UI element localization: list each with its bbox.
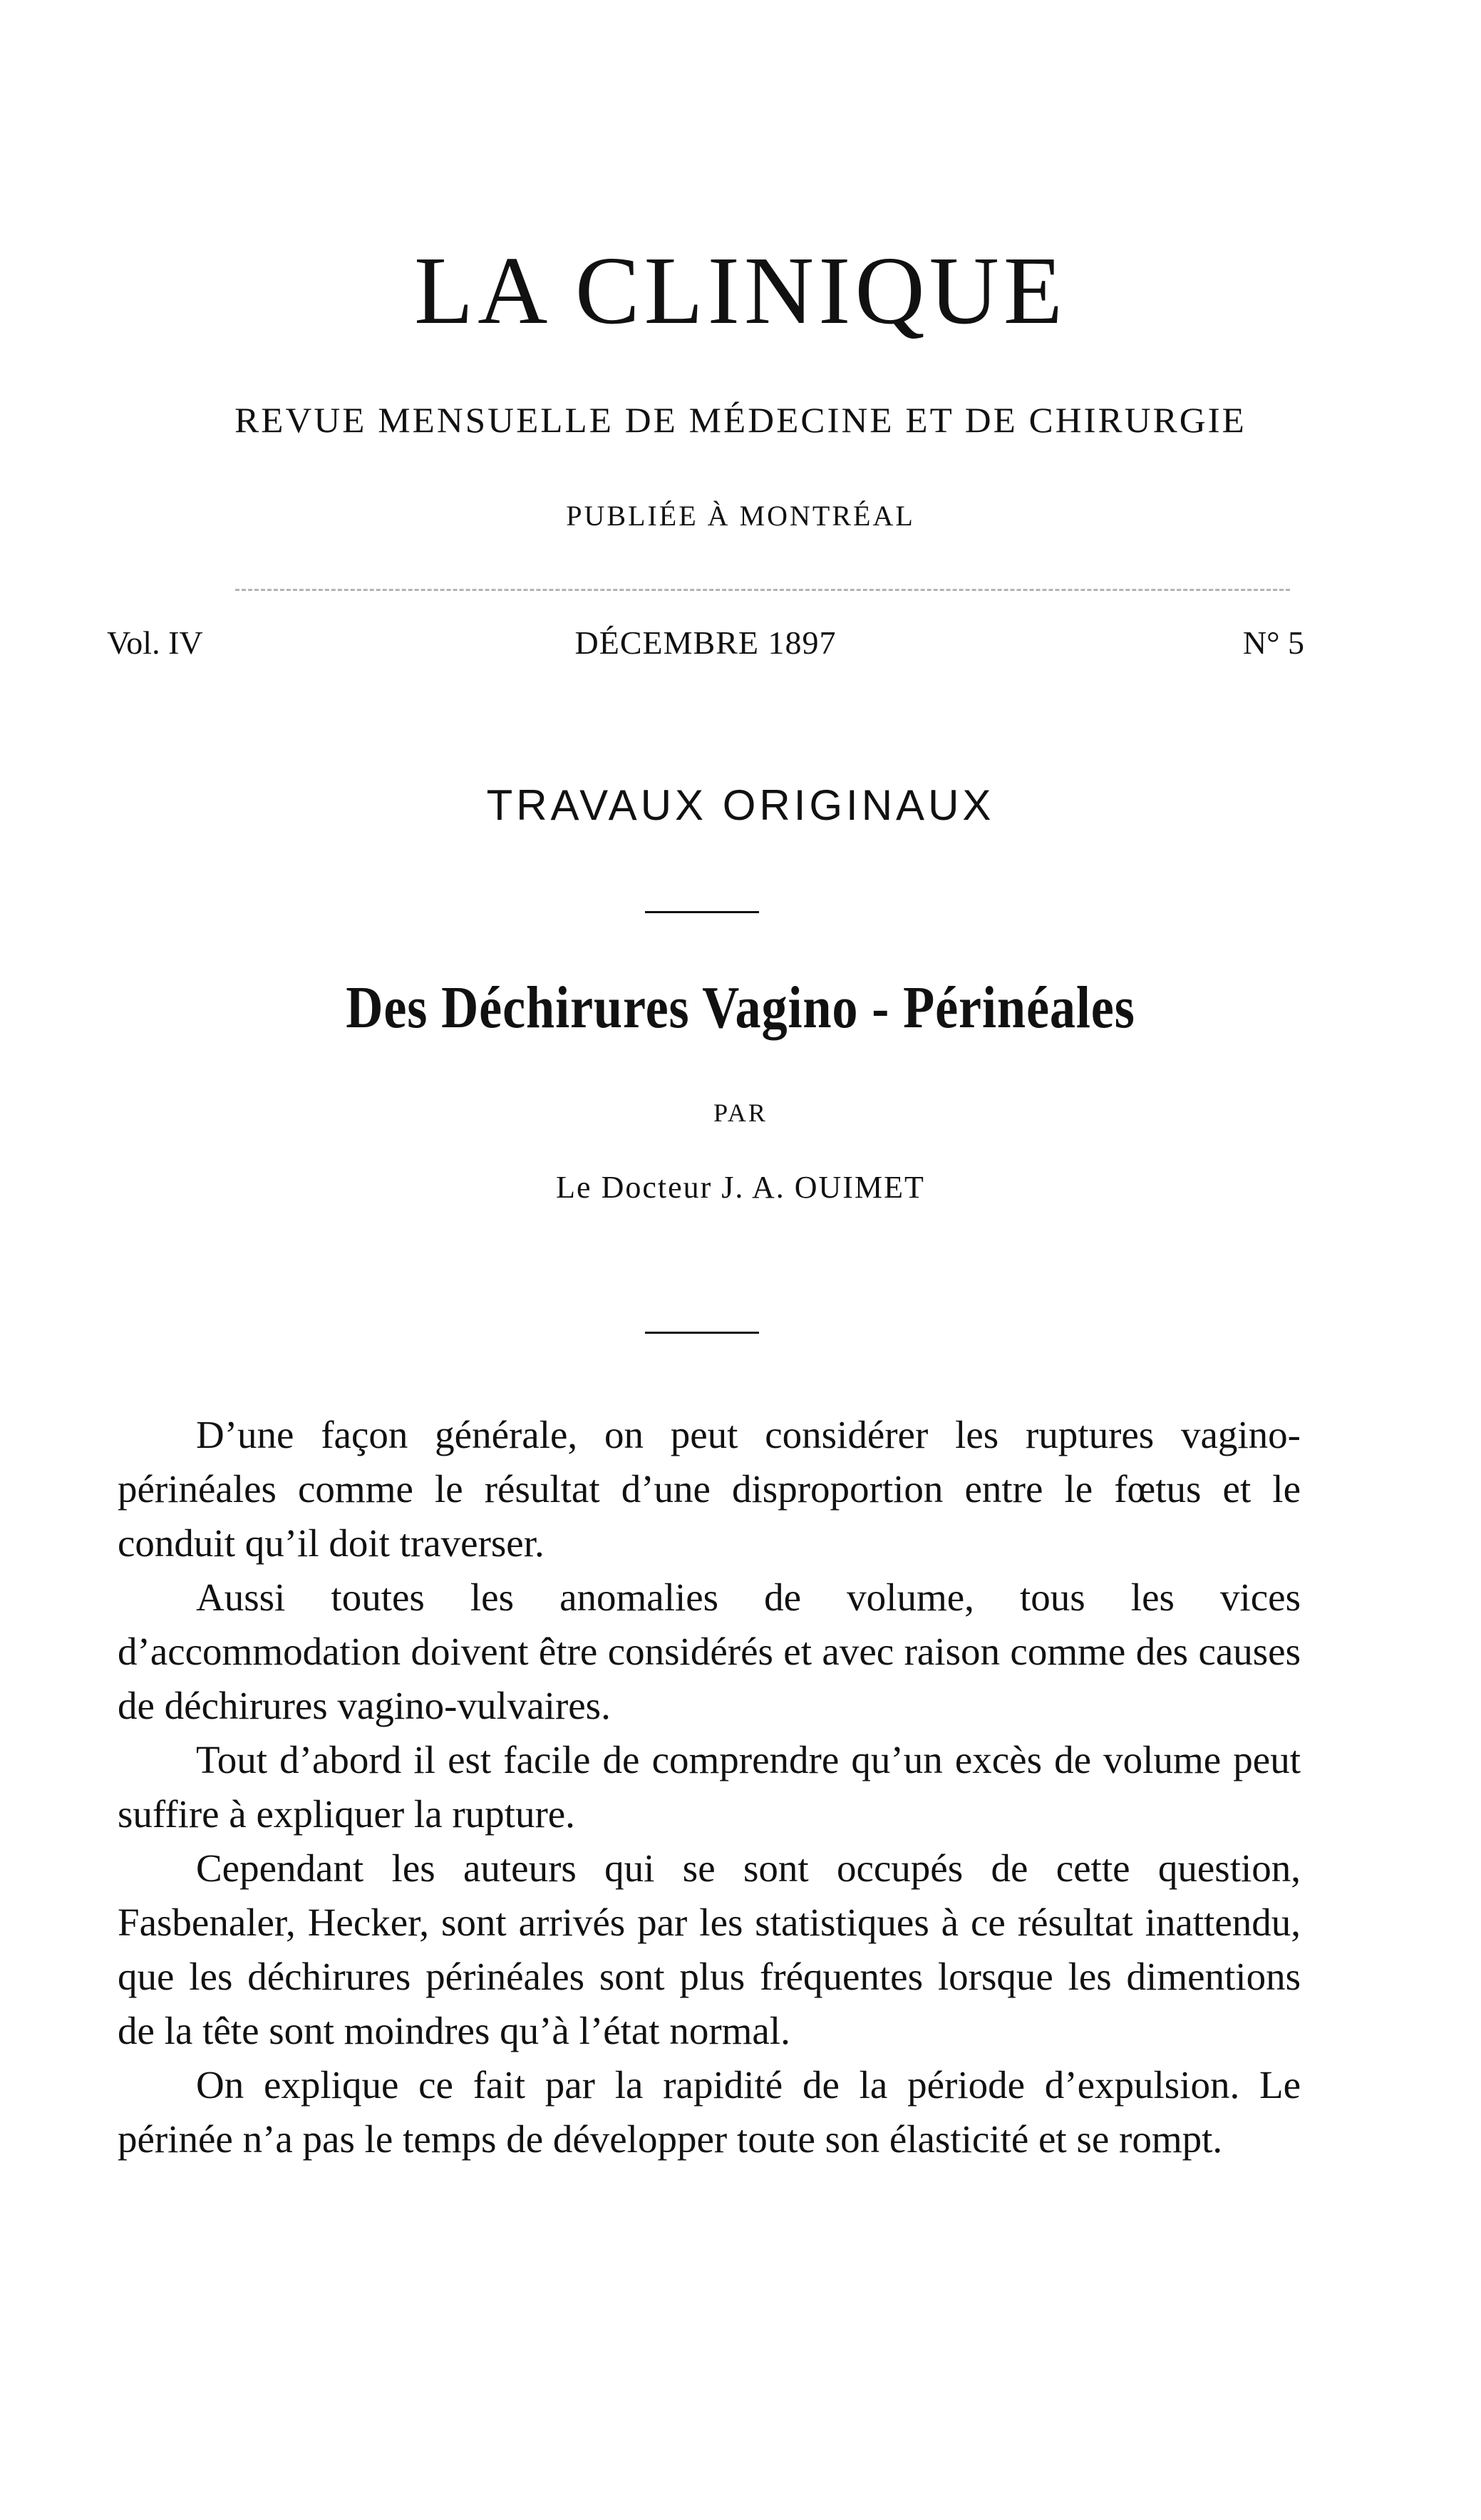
- issue-number: N° 5: [1242, 624, 1304, 661]
- body-paragraph: Tout d’abord il est facile de comprendre qu’un excès de volume peut suffire à expliquer la rupture.: [118, 1738, 1301, 1836]
- body-paragraph: Cependant les auteurs qui se sont occupés de cette question, Fasbenaler, Hecker, sont arrivés par les statistiques à ce résultat inattendu, que les déchirures périnéales sont plus fréquentes lorsque les dimentions de la tête sont moindres qu’à l’état normal.: [118, 1846, 1301, 2052]
- masthead-divider: [235, 589, 1290, 591]
- byline-label: PAR: [713, 1099, 768, 1127]
- journal-subtitle: REVUE MENSUELLE DE MÉDECINE ET DE CHIRURGIE: [234, 400, 1247, 440]
- body-paragraph: Aussi toutes les anomalies de volume, tous les vices d’accommodation doivent être considérés et avec raison comme des causes de déchirures vagino-vulvaires.: [118, 1575, 1301, 1727]
- article-author: Le Docteur J. A. OUIMET: [556, 1170, 925, 1205]
- issue-line: [107, 624, 1304, 667]
- body-paragraph: D’une façon générale, on peut considérer les ruptures vagino-périnéales comme le résultat d’une disproportion entre le fœtus et le conduit qu’il doit traverser.: [118, 1413, 1301, 1565]
- section-divider: [645, 911, 759, 913]
- author-divider: [645, 1332, 759, 1334]
- article-body: [118, 1408, 1301, 2166]
- issue-date: DÉCEMBRE 1897: [574, 624, 837, 661]
- publication-place: PUBLIÉE À MONTRÉAL: [566, 500, 915, 532]
- body-paragraph: On explique ce fait par la rapidité de la période d’expulsion. Le périnée n’a pas le temps de développer toute son élasticité et se rompt.: [118, 2063, 1301, 2161]
- section-heading: TRAVAUX ORIGINAUX: [486, 781, 995, 829]
- article-title: Des Déchirures Vagino - Périnéales: [346, 974, 1135, 1041]
- journal-title: LA CLINIQUE: [414, 237, 1067, 344]
- issue-volume: Vol. IV: [107, 624, 203, 661]
